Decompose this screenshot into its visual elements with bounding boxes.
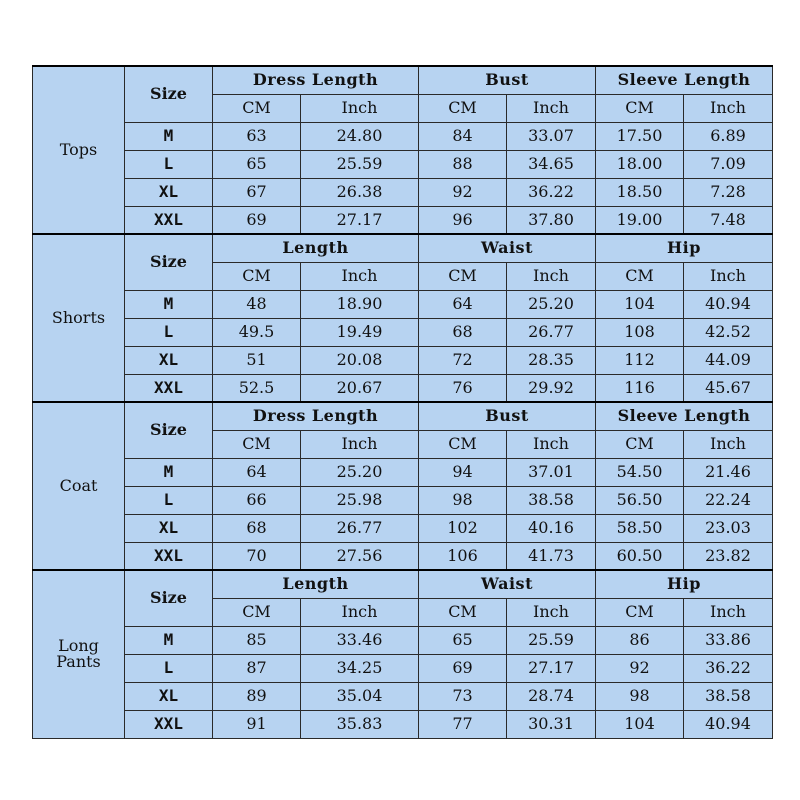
size-column-header: Size bbox=[125, 402, 213, 458]
measurement-value: 36.22 bbox=[684, 654, 773, 682]
unit-header: CM bbox=[213, 598, 301, 626]
measurement-value: 51 bbox=[213, 346, 301, 374]
size-value: XL bbox=[125, 514, 213, 542]
measurement-value: 25.59 bbox=[507, 626, 596, 654]
measurement-value: 66 bbox=[213, 486, 301, 514]
category-label-line: Coat bbox=[59, 476, 98, 495]
measurement-value: 49.5 bbox=[213, 318, 301, 346]
table-row bbox=[33, 122, 773, 150]
measurement-value: 40.94 bbox=[684, 710, 773, 738]
measurement-value: 64 bbox=[213, 458, 301, 486]
table-row bbox=[33, 710, 773, 738]
table-row bbox=[33, 654, 773, 682]
unit-header: Inch bbox=[684, 94, 773, 122]
measurement-value: 28.35 bbox=[507, 346, 596, 374]
measurement-value: 28.74 bbox=[507, 682, 596, 710]
measurement-value: 52.5 bbox=[213, 374, 301, 402]
table-row bbox=[33, 542, 773, 570]
measurement-value: 36.22 bbox=[507, 178, 596, 206]
category-label-line: Tops bbox=[59, 140, 98, 159]
category-label-line: Shorts bbox=[51, 308, 106, 327]
measurement-value: 64 bbox=[419, 290, 507, 318]
measurement-value: 40.94 bbox=[684, 290, 773, 318]
unit-header: CM bbox=[596, 94, 684, 122]
measurement-value: 25.20 bbox=[301, 458, 419, 486]
measurement-value: 20.08 bbox=[301, 346, 419, 374]
measurement-group-header: Waist bbox=[419, 570, 596, 598]
measurement-value: 56.50 bbox=[596, 486, 684, 514]
measurement-value: 35.83 bbox=[301, 710, 419, 738]
measurement-group-header: Hip bbox=[596, 234, 773, 262]
measurement-value: 33.07 bbox=[507, 122, 596, 150]
measurement-value: 27.17 bbox=[507, 654, 596, 682]
unit-header: Inch bbox=[684, 430, 773, 458]
measurement-value: 25.98 bbox=[301, 486, 419, 514]
measurement-value: 86 bbox=[596, 626, 684, 654]
measurement-value: 7.48 bbox=[684, 206, 773, 234]
measurement-group-header: Sleeve Length bbox=[596, 66, 773, 94]
measurement-value: 104 bbox=[596, 290, 684, 318]
size-column-header: Size bbox=[125, 570, 213, 626]
measurement-value: 6.89 bbox=[684, 122, 773, 150]
size-value: L bbox=[125, 486, 213, 514]
measurement-value: 69 bbox=[213, 206, 301, 234]
measurement-group-header: Bust bbox=[419, 402, 596, 430]
measurement-value: 89 bbox=[213, 682, 301, 710]
measurement-value: 44.09 bbox=[684, 346, 773, 374]
measurement-value: 68 bbox=[419, 318, 507, 346]
measurement-value: 91 bbox=[213, 710, 301, 738]
size-value: M bbox=[125, 458, 213, 486]
measurement-value: 18.90 bbox=[301, 290, 419, 318]
size-chart-body bbox=[33, 66, 773, 738]
measurement-value: 35.04 bbox=[301, 682, 419, 710]
unit-header: Inch bbox=[507, 94, 596, 122]
table-row bbox=[33, 486, 773, 514]
measurement-group-header: Bust bbox=[419, 66, 596, 94]
measurement-value: 70 bbox=[213, 542, 301, 570]
unit-header: CM bbox=[419, 262, 507, 290]
unit-header: CM bbox=[419, 598, 507, 626]
measurement-value: 98 bbox=[596, 682, 684, 710]
unit-header: CM bbox=[419, 430, 507, 458]
measurement-value: 60.50 bbox=[596, 542, 684, 570]
category-label bbox=[33, 234, 125, 402]
unit-header: CM bbox=[596, 430, 684, 458]
measurement-value: 76 bbox=[419, 374, 507, 402]
category-label bbox=[33, 66, 125, 234]
size-value: XL bbox=[125, 346, 213, 374]
measurement-group-header: Length bbox=[213, 570, 419, 598]
measurement-value: 84 bbox=[419, 122, 507, 150]
measurement-value: 7.09 bbox=[684, 150, 773, 178]
unit-header: CM bbox=[213, 262, 301, 290]
unit-header: Inch bbox=[301, 94, 419, 122]
measurement-value: 26.38 bbox=[301, 178, 419, 206]
category-label-line: Pants bbox=[56, 652, 101, 672]
table-row bbox=[33, 290, 773, 318]
unit-header: CM bbox=[419, 94, 507, 122]
measurement-value: 92 bbox=[419, 178, 507, 206]
table-row bbox=[33, 682, 773, 710]
measurement-value: 22.24 bbox=[684, 486, 773, 514]
measurement-value: 34.25 bbox=[301, 654, 419, 682]
measurement-value: 63 bbox=[213, 122, 301, 150]
measurement-value: 104 bbox=[596, 710, 684, 738]
measurement-value: 25.59 bbox=[301, 150, 419, 178]
size-value: XL bbox=[125, 178, 213, 206]
size-value: L bbox=[125, 150, 213, 178]
size-column-header: Size bbox=[125, 66, 213, 122]
measurement-value: 68 bbox=[213, 514, 301, 542]
measurement-value: 27.56 bbox=[301, 542, 419, 570]
category-label bbox=[33, 570, 125, 738]
measurement-value: 106 bbox=[419, 542, 507, 570]
unit-header: CM bbox=[213, 94, 301, 122]
size-value: XXL bbox=[125, 374, 213, 402]
measurement-value: 33.46 bbox=[301, 626, 419, 654]
section-header-row bbox=[33, 66, 773, 94]
measurement-value: 34.65 bbox=[507, 150, 596, 178]
section-header-row bbox=[33, 570, 773, 598]
measurement-group-header: Length bbox=[213, 234, 419, 262]
unit-header: Inch bbox=[507, 430, 596, 458]
measurement-value: 7.28 bbox=[684, 178, 773, 206]
table-row bbox=[33, 206, 773, 234]
measurement-value: 18.00 bbox=[596, 150, 684, 178]
table-row bbox=[33, 514, 773, 542]
size-value: M bbox=[125, 122, 213, 150]
measurement-value: 92 bbox=[596, 654, 684, 682]
measurement-value: 26.77 bbox=[507, 318, 596, 346]
unit-header: Inch bbox=[507, 262, 596, 290]
measurement-group-header: Waist bbox=[419, 234, 596, 262]
measurement-value: 94 bbox=[419, 458, 507, 486]
measurement-value: 42.52 bbox=[684, 318, 773, 346]
measurement-value: 30.31 bbox=[507, 710, 596, 738]
measurement-value: 23.03 bbox=[684, 514, 773, 542]
measurement-value: 17.50 bbox=[596, 122, 684, 150]
table-row bbox=[33, 346, 773, 374]
size-value: XXL bbox=[125, 542, 213, 570]
unit-header: Inch bbox=[301, 430, 419, 458]
measurement-value: 98 bbox=[419, 486, 507, 514]
measurement-value: 85 bbox=[213, 626, 301, 654]
unit-header: Inch bbox=[684, 598, 773, 626]
measurement-value: 27.17 bbox=[301, 206, 419, 234]
table-row bbox=[33, 458, 773, 486]
measurement-value: 112 bbox=[596, 346, 684, 374]
size-value: L bbox=[125, 654, 213, 682]
size-value: M bbox=[125, 626, 213, 654]
size-column-header: Size bbox=[125, 234, 213, 290]
measurement-value: 24.80 bbox=[301, 122, 419, 150]
measurement-group-header: Dress Length bbox=[213, 402, 419, 430]
size-chart-table bbox=[32, 65, 773, 739]
size-value: L bbox=[125, 318, 213, 346]
measurement-value: 73 bbox=[419, 682, 507, 710]
measurement-group-header: Hip bbox=[596, 570, 773, 598]
unit-header: Inch bbox=[301, 598, 419, 626]
unit-header: Inch bbox=[507, 598, 596, 626]
unit-header: Inch bbox=[301, 262, 419, 290]
measurement-value: 108 bbox=[596, 318, 684, 346]
unit-header: Inch bbox=[684, 262, 773, 290]
measurement-value: 29.92 bbox=[507, 374, 596, 402]
unit-header: CM bbox=[213, 430, 301, 458]
measurement-value: 37.01 bbox=[507, 458, 596, 486]
measurement-value: 37.80 bbox=[507, 206, 596, 234]
measurement-value: 87 bbox=[213, 654, 301, 682]
measurement-value: 116 bbox=[596, 374, 684, 402]
unit-header: CM bbox=[596, 598, 684, 626]
measurement-value: 102 bbox=[419, 514, 507, 542]
measurement-value: 38.58 bbox=[507, 486, 596, 514]
measurement-value: 69 bbox=[419, 654, 507, 682]
measurement-value: 67 bbox=[213, 178, 301, 206]
measurement-value: 58.50 bbox=[596, 514, 684, 542]
size-value: XXL bbox=[125, 710, 213, 738]
measurement-value: 25.20 bbox=[507, 290, 596, 318]
section-header-row bbox=[33, 402, 773, 430]
measurement-group-header: Dress Length bbox=[213, 66, 419, 94]
measurement-value: 26.77 bbox=[301, 514, 419, 542]
measurement-value: 65 bbox=[419, 626, 507, 654]
measurement-value: 65 bbox=[213, 150, 301, 178]
table-row bbox=[33, 318, 773, 346]
measurement-value: 77 bbox=[419, 710, 507, 738]
measurement-value: 45.67 bbox=[684, 374, 773, 402]
measurement-value: 41.73 bbox=[507, 542, 596, 570]
measurement-value: 23.82 bbox=[684, 542, 773, 570]
measurement-value: 20.67 bbox=[301, 374, 419, 402]
table-row bbox=[33, 178, 773, 206]
measurement-value: 19.49 bbox=[301, 318, 419, 346]
measurement-group-header: Sleeve Length bbox=[596, 402, 773, 430]
category-label bbox=[33, 402, 125, 570]
measurement-value: 33.86 bbox=[684, 626, 773, 654]
table-row bbox=[33, 626, 773, 654]
measurement-value: 38.58 bbox=[684, 682, 773, 710]
measurement-value: 19.00 bbox=[596, 206, 684, 234]
measurement-value: 88 bbox=[419, 150, 507, 178]
measurement-value: 96 bbox=[419, 206, 507, 234]
size-value: XXL bbox=[125, 206, 213, 234]
measurement-value: 72 bbox=[419, 346, 507, 374]
table-row bbox=[33, 150, 773, 178]
measurement-value: 48 bbox=[213, 290, 301, 318]
section-header-row bbox=[33, 234, 773, 262]
measurement-value: 40.16 bbox=[507, 514, 596, 542]
size-value: M bbox=[125, 290, 213, 318]
category-label-line: Long bbox=[58, 636, 99, 656]
measurement-value: 21.46 bbox=[684, 458, 773, 486]
measurement-value: 18.50 bbox=[596, 178, 684, 206]
unit-header: CM bbox=[596, 262, 684, 290]
measurement-value: 54.50 bbox=[596, 458, 684, 486]
size-value: XL bbox=[125, 682, 213, 710]
table-row bbox=[33, 374, 773, 402]
